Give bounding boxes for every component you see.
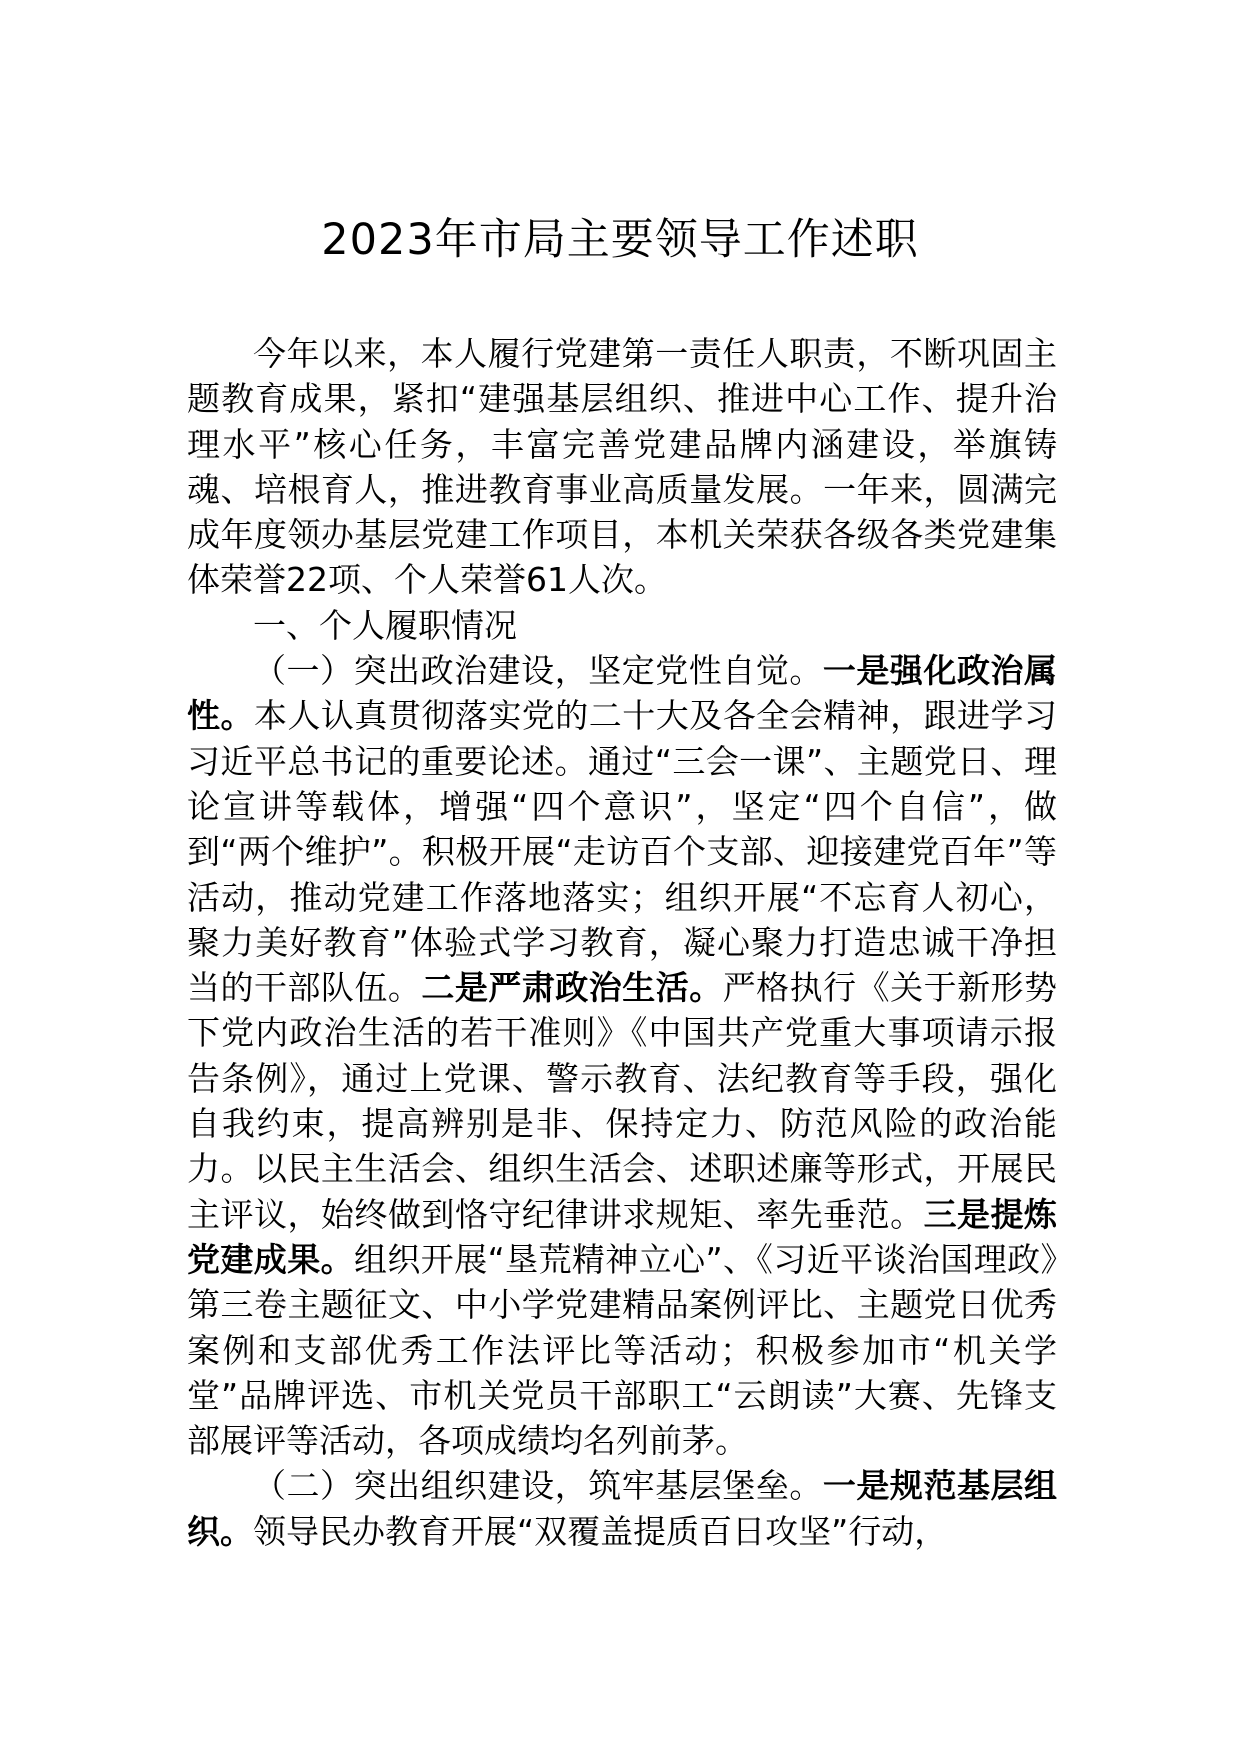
paragraph-text: 领导民办教育开展“双覆盖提质百日攻坚”行动，: [253, 1511, 948, 1551]
political-building-paragraph: [187, 648, 1057, 1463]
document-body: [187, 331, 1057, 1554]
point-heading: 三是提炼党建成果。: [187, 1194, 1058, 1279]
organization-building-paragraph: [187, 1463, 1057, 1554]
point-heading: 一是强化政治属性。: [187, 651, 1058, 736]
paragraph-text: 本人认真贯彻落实党的二十大及各全会精神，跟进学习习近平总书记的重要论述。通过“三会一课”、主题党日、理论宣讲等载体，增强“四个意识”，坚定“四个自信”，做到“两个维护”。积极开展“走访百个支部、迎接建党百年”等活动，推动党建工作落地落实；组织开展“不忘育人初心，聚力美好教育”体验式学习教育，凝心聚力打造忠诚干净担当的干部队伍。: [187, 696, 1058, 1008]
paragraph-text: 严格执行《关于新形势下党内政治生活的若干准则》《中国共产党重大事项请示报告条例》，通过上党课、警示教育、法纪教育等手段，强化自我约束，提高辨别是非、保持定力、防范风险的政治能力。以民主生活会、组织生活会、述职述廉等形式，开展民主评议，始终做到恪守纪律讲求规矩、率先垂范。: [187, 968, 1058, 1234]
subsection-heading: （二）突出组织建设，筑牢基层堡垒。: [253, 1466, 823, 1506]
paragraph-text: 组织开展“垦荒精神立心”、《习近平谈治国理政》第三卷主题征文、中小学党建精品案例评比、主题党日优秀案例和支部优秀工作法评比等活动；积极参加市“机关学堂”品牌评选、市机关党员干部职工“云朗读”大赛、先锋支部展评等活动，各项成绩均名列前茅。: [187, 1239, 1057, 1461]
point-heading: 一是规范基层组织。: [187, 1466, 1058, 1551]
section-heading: 一、个人履职情况: [253, 605, 517, 645]
document-title: 2023年市局主要领导工作述职: [321, 215, 919, 265]
intro-paragraph: 今年以来，本人履行党建第一责任人职责，不断巩固主题教育成果，紧扣“建强基层组织、推进中心工作、提升治理水平”核心任务，丰富完善党建品牌内涵建设，举旗铸魂、培根育人，推进教育事业高质量发展。一年来，圆满完成年度领办基层党建工作项目，本机关荣获各级各类党建集体荣誉22项、个人荣誉61人次。: [187, 334, 1057, 600]
point-heading: 二是严肃政治生活。: [421, 968, 723, 1008]
subsection-heading: （一）突出政治建设，坚定党性自觉。: [253, 651, 823, 691]
